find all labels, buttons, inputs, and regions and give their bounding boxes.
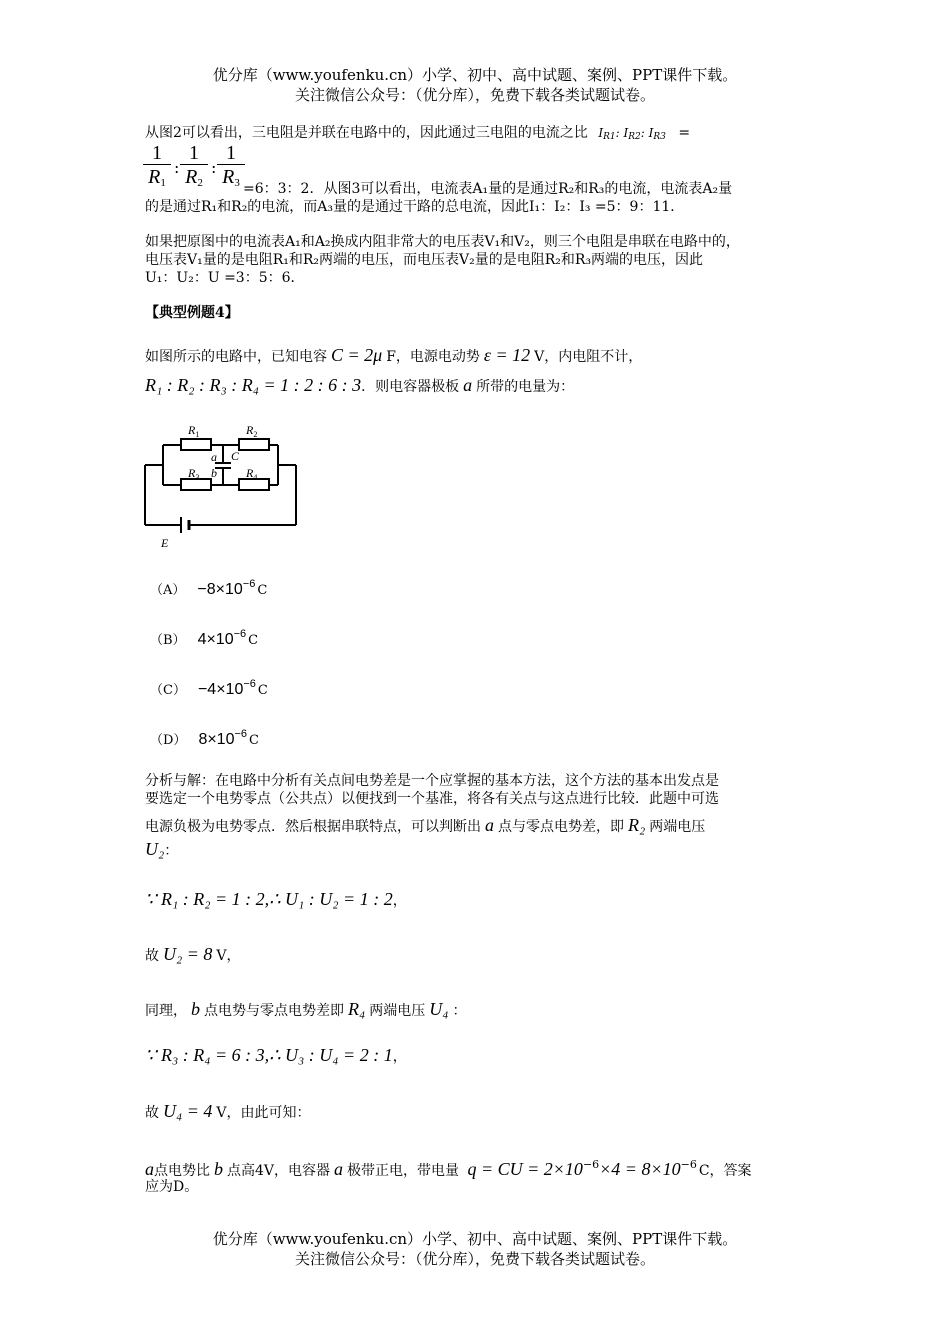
resistor-r2 (239, 439, 269, 450)
problem-line-2: R₁ : R₂ : R₃ : R₄ = 1 : 2 : 6 : 3．则电容器极板 a 所带的电量为： (145, 375, 575, 395)
header-line-2: 关注微信公众号：（优分库），免费下载各类试题试卷。 (294, 86, 655, 104)
para2-line-2: 电压表V₁量的是电阻R₁和R₂两端的电压，而电压表V₂量的是电阻R₂和R₃两端的电压，因此 (145, 252, 704, 268)
colon-1: : (174, 158, 180, 177)
final-line-2: 应为D。 (145, 1179, 199, 1195)
option-a[interactable]: $(A) -8\times 10^{-6}$ C (150, 578, 268, 598)
result-u2: 故 U₂ = 8 V， (145, 944, 241, 964)
equation-2: ∵ R₃ : R₄ = 6 : 3,∴ U₃ : U₄ = 2 : 1， (145, 1045, 407, 1065)
circuit-diagram (143, 415, 303, 555)
label-b: b (211, 466, 217, 480)
footer-line-2: 关注微信公众号：（优分库），免费下载各类试题试卷。 (294, 1250, 655, 1268)
resistor-ratio: R₁ : R₂ : R₃ : R₄ = 1 : 2 : 6 : 3 (145, 375, 362, 395)
label-r3: $R_3$ (188, 466, 200, 482)
para1c-line: 的是通过R₁和R₂的电流，而A₃量的是通过干路的总电流，因此I₁：I₂：I₃ =5：9：11． (145, 199, 685, 215)
para2-line-3: U₁：U₂：U =3：5：6． (145, 270, 305, 286)
option-c[interactable]: $(C) -4\times 10^{-6}$ C (150, 678, 268, 698)
fraction-2: 1 $R_2$ (180, 142, 208, 195)
para2-line-1: 如果把原图中的电流表A₁和A₂换成内阻非常大的电压表V₁和V₂，则三个电阻是串联在电路中的， (145, 234, 740, 250)
current-ratio: IR1: IR2: IR3 (598, 126, 666, 142)
option-b[interactable]: （B） $4\times 10^{-6}$ C (150, 628, 259, 648)
equation-1: ∵ R₁ : R₂ = 1 : 2,∴ U₁ : U₂ = 1 : 2， (145, 889, 407, 909)
label-r4: $R_4$ (246, 466, 258, 482)
para1b-line: =6：3：2．从图3可以看出，电流表A₁量的是通过R₂和R₃的电流，电流表A₂量 (243, 181, 733, 197)
result-u4: 故 U₄ = 4 V，由此可知： (145, 1101, 311, 1121)
colon-2: : (211, 158, 217, 177)
header-line-1: 优分库（www.youfenku.cn）小学、初中、高中试题、案例、PPT课件下载。 (212, 66, 738, 84)
analysis-line-4: U₂： (145, 839, 179, 859)
option-d[interactable]: （D） $8\times 10^{-6}$ C (150, 728, 259, 748)
fraction-3: 1 $R_3$ (217, 142, 245, 195)
fraction-1: 1 $R_1$ (143, 142, 171, 195)
analysis-line-1: 分析与解：在电路中分析有关点间电势差是一个应掌握的基本方法，这个方法的基本出发点是 (145, 773, 719, 789)
example-title: 【典型例题4】 (145, 305, 239, 321)
label-r1: $R_1$ (188, 423, 200, 439)
final-line: a点电势比 b 点高4V，电容器 a 极带正电，带电量 q = CU = $2\times 10^{-6}\times 4 = 8\times 10^{-6}$ C，答案 (145, 1158, 752, 1179)
problem-line-1: 如图所示的电路中，已知电容 C = 2μ F，电源电动势 ε = 12 V，内电阻不计， (145, 345, 643, 365)
resistor-r1 (181, 439, 211, 450)
label-a: a (211, 450, 217, 464)
label-c: C (231, 449, 240, 463)
analysis-line-2: 要选定一个电势零点（公共点）以便找到一个基准，将各有关点与这点进行比较．此题中可选 (145, 791, 719, 807)
label-r2: $R_2$ (246, 423, 258, 439)
para1-line: 从图2可以看出，三电阻是并联在电路中的，因此通过三电阻的电流之比 IR1: IR2: IR3 = (145, 125, 691, 142)
analysis-line-3: 电源负极为电势零点．然后根据串联特点，可以判断出 a 点与零点电势差，即 R₂ 两端电压 (145, 815, 706, 835)
similarly-line: 同理， b 点电势与零点电势差即 R₄ 两端电压 U₄ ： (145, 999, 467, 1019)
label-e: E (161, 536, 169, 550)
footer-line-1: 优分库（www.youfenku.cn）小学、初中、高中试题、案例、PPT课件下载。 (212, 1230, 738, 1248)
